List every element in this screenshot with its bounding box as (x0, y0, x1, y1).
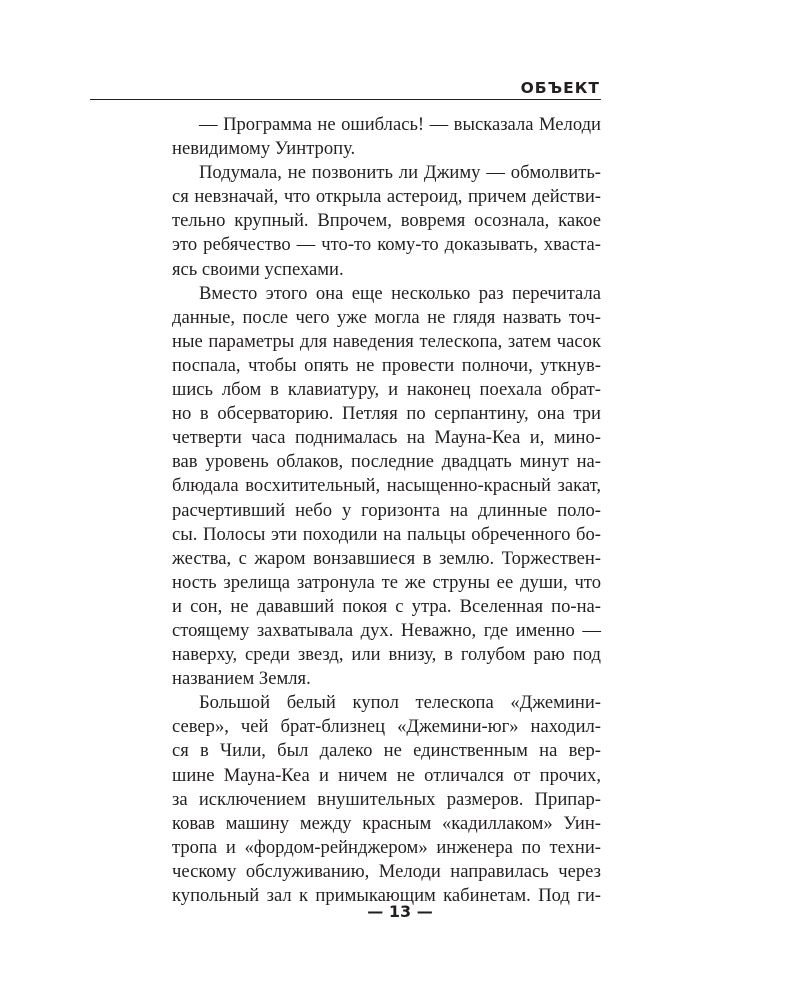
header-rule (90, 99, 601, 100)
text-line: невидимому Уинтропу. (172, 138, 356, 160)
text-line: и сон, не дававший покоя с утра. Вселенная по-на- (172, 595, 601, 617)
text-line: ческому обслуживанию, Мелоди направилась через (172, 860, 601, 882)
text-line: ные параметры для наведения телескопа, затем часок (172, 330, 601, 352)
text-line: расчертивший небо у горизонта на длинные поло- (172, 499, 601, 521)
text-line: ясь своими успехами. (172, 258, 344, 280)
text-line: вав уровень облаков, последние двадцать минут на- (172, 451, 601, 473)
text-line: четверти часа поднималась на Мауна-Кеа и, мино- (172, 427, 601, 449)
running-head-title: ОБЪЕКТ (520, 79, 600, 97)
text-line: шине Мауна-Кеа и ничем не отличался от прочих, (172, 764, 601, 786)
text-line: — Программа не ошиблась! — высказала Мелоди (199, 114, 601, 135)
text-line: названием Земля. (172, 668, 311, 690)
text-line: север», чей брат-близнец «Джемини-юг» находил- (172, 716, 601, 738)
text-line: за исключением внушительных размеров. Припар- (172, 788, 601, 810)
body-text (172, 113, 601, 908)
text-line: но в обсерваторию. Петляя по серпантину, она три (172, 403, 601, 425)
text-line: Подумала, не позвонить ли Джиму — обмолвить- (199, 162, 601, 184)
text-line: блюдала восхитительный, насыщенно-красный закат, (172, 475, 601, 497)
text-line: жества, с жаром вонзавшиеся в землю. Торжествен- (172, 547, 601, 569)
text-line: ся в Чили, был далеко не единственным на вер- (172, 740, 601, 762)
text-line: Большой белый купол телескопа «Джемини- (199, 692, 601, 714)
text-line: это ребячество — что-то кому-то доказывать, хваста- (172, 234, 601, 256)
text-line: ковав машину между красным «кадиллаком» Уин- (172, 812, 601, 834)
text-line: стоящему захватывала дух. Неважно, где именно — (172, 619, 601, 641)
text-line: шись лбом в клавиатуру, и наконец поехала обрат- (172, 379, 601, 401)
text-line: Вместо этого она еще несколько раз перечитала (199, 282, 601, 304)
text-line: ся невзначай, что открыла астероид, причем действи- (172, 186, 601, 208)
text-line: тельно крупный. Впрочем, вовремя осознала, какое (172, 210, 601, 232)
text-line: сы. Полосы эти походили на пальцы обреченного бо- (172, 523, 601, 545)
text-line: ность зрелища затронула те же струны ее души, что (172, 571, 601, 593)
text-line: данные, после чего уже могла не глядя назвать точ- (172, 306, 601, 328)
text-line: тропа и «фордом-рейнджером» инженера по техни- (172, 836, 601, 858)
text-line: купольный зал к примыкающим кабинетам. Под ги- (172, 885, 601, 906)
text-line: поспала, чтобы опять не провести полночи, уткнув- (172, 354, 601, 376)
text-line: наверху, среди звезд, или внизу, в голубом раю под (172, 644, 601, 666)
page-number: — 13 — (367, 902, 433, 921)
